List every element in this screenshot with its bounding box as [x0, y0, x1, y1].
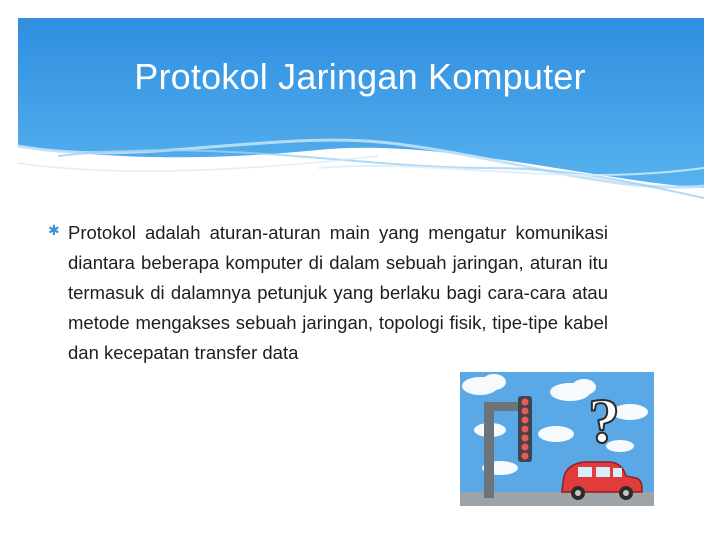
banner-background [18, 18, 704, 218]
svg-text:?: ? [588, 385, 620, 456]
traffic-light-car-question-illustration [460, 372, 654, 506]
asterisk-bullet-icon: ✱ [48, 222, 60, 238]
slide-title: Protokol Jaringan Komputer [134, 56, 586, 97]
bullet-item [48, 218, 608, 368]
title-banner [18, 18, 704, 218]
bullet-text: Protokol adalah aturan-aturan main yang mengatur komunikasi diantara beberapa komputer di dalam sebuah jaringan, aturan itu termasuk di dalamnya petunjuk yang berlaku bagi cara-cara atau metode mengakses sebuah jaringan, topologi fisik, tipe-tipe kabel dan kecepatan transfer data [68, 222, 608, 363]
